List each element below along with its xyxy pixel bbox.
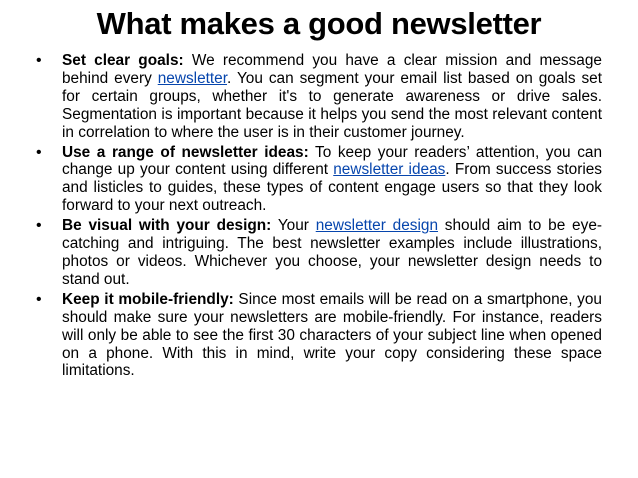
bullet-list bbox=[34, 52, 602, 382]
bullet-dot-icon: • bbox=[36, 143, 42, 161]
bullet-lead: Use a range of newsletter ideas: bbox=[62, 143, 309, 161]
bullet-item-mobile bbox=[34, 291, 602, 381]
bullet-text: Your bbox=[271, 217, 316, 235]
bullet-lead: Keep it mobile-friendly: bbox=[62, 290, 234, 308]
bullet-text: We recommend you have a clear mission and message behind every bbox=[62, 52, 602, 87]
bullet-dot-icon: • bbox=[36, 217, 42, 235]
bullet-text: Since most emails will be read on a smartphone, you should make sure your newsletters are mobile-friendly. For instance, readers will only be able to see the first 30 characters of your subject line when opened on a phone. With this in mind, write your copy considering these space limitations. bbox=[62, 290, 602, 380]
bullet-dot-icon: • bbox=[36, 52, 42, 69]
bullet-lead: Be visual with your design: bbox=[62, 217, 272, 235]
bullet-text: should aim to be eye-catching and intriguing. The best newsletter examples include illustrations, photos or videos. Whichever you choose, your newsletter design needs to stand out. bbox=[62, 217, 603, 288]
newsletter-link[interactable]: newsletter bbox=[157, 69, 228, 87]
bullet-item-ideas bbox=[34, 144, 602, 216]
bullet-lead: Set clear goals: bbox=[62, 52, 184, 69]
bullet-item-goals bbox=[34, 52, 602, 142]
newsletter-design-link[interactable]: newsletter design bbox=[315, 217, 439, 235]
bullet-text: To keep your readers’ attention, you can change up your content using different bbox=[62, 143, 603, 179]
bullet-text: . You can segment your email list based on goals set for certain groups, whether it's to generate awareness or drive sales. Segmentation is important because it helps you send the most relevant content in correlation to where the user is in their customer journey. bbox=[62, 69, 603, 141]
bullet-text: . From success stories and listicles to guides, these types of content engage users so that they look forward to your next outreach. bbox=[62, 161, 603, 215]
slide-title: What makes a good newsletter bbox=[96, 6, 542, 41]
newsletter-ideas-link[interactable]: newsletter ideas bbox=[333, 161, 446, 179]
bullet-dot-icon: • bbox=[36, 290, 42, 308]
bullet-item-visual bbox=[34, 217, 602, 289]
